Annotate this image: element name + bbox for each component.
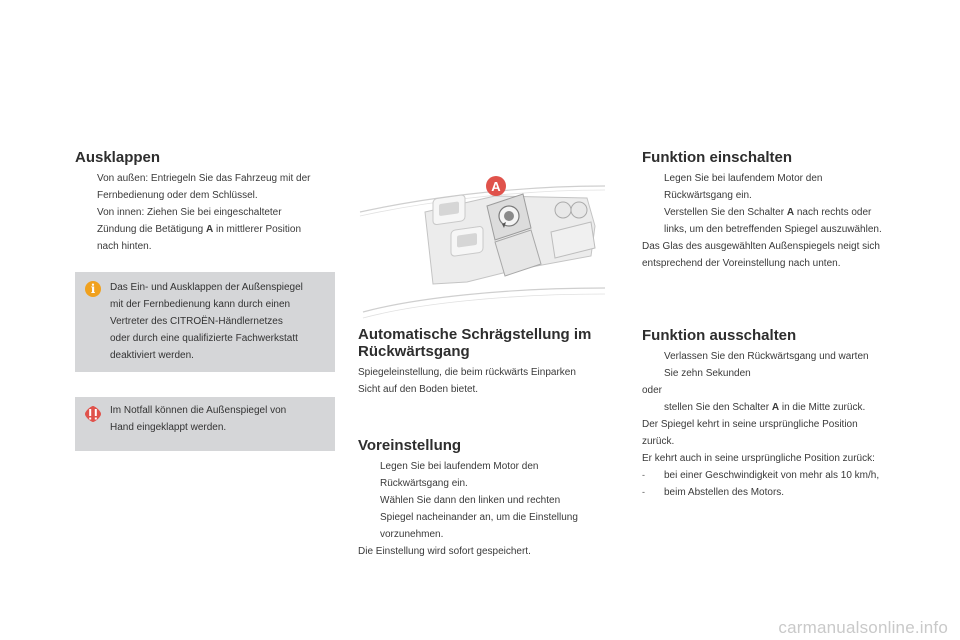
section-title-funktion-ausschalten: Funktion ausschalten xyxy=(642,327,797,344)
list-item-text: Spiegel nacheinander an, um die Einstellung xyxy=(380,512,578,523)
info-line: deaktiviert werden. xyxy=(110,350,194,361)
list-item xyxy=(642,204,907,238)
text-line: Sicht auf den Boden bietet. xyxy=(358,384,479,395)
section-title-funktion-einschalten: Funktion einschalten xyxy=(642,149,793,166)
section-title-automatische-schraegstellung: Automatische Schrägstellung im Rückwärtsgang xyxy=(358,326,592,360)
einschalten-footer xyxy=(642,238,907,272)
info-line: mit der Fernbedienung kann durch einen xyxy=(110,299,291,310)
list-item xyxy=(358,492,608,543)
list-item-text: vorzunehmen. xyxy=(380,529,444,540)
list-item xyxy=(642,348,907,382)
warning-line: Hand eingeklappt werden. xyxy=(110,422,227,433)
dash-item xyxy=(642,467,907,484)
list-item-text xyxy=(97,221,337,238)
voreinstellung-list xyxy=(358,458,608,560)
text-run: nach rechts oder xyxy=(794,207,872,218)
list-item-text: Sie zehn Sekunden xyxy=(664,368,751,379)
list-item-text: links, um den betreffenden Spiegel auszuwählen. xyxy=(664,224,882,235)
list-item-text: Von innen: Ziehen Sie bei eingeschalteter xyxy=(97,207,282,218)
control-label-a: A xyxy=(205,224,214,235)
warning-line: Im Notfall können die Außenspiegel von xyxy=(110,405,287,416)
control-label-a: A xyxy=(786,207,795,218)
section-title-voreinstellung: Voreinstellung xyxy=(358,437,462,454)
info-line: oder durch eine qualifizierte Fachwerkstatt xyxy=(110,333,298,344)
list-item-text: Fernbedienung oder dem Schlüssel. xyxy=(97,190,258,201)
text-line: zurück. xyxy=(642,436,675,447)
list-item-text: Rückwärtsgang ein. xyxy=(664,190,752,201)
text-run: in mittlerer Position xyxy=(213,224,302,235)
list-item xyxy=(642,399,907,416)
info-text xyxy=(110,279,303,364)
list-item-text xyxy=(664,204,907,221)
list-item-text: nach hinten. xyxy=(97,241,152,252)
list-item-text: Legen Sie bei laufendem Motor den xyxy=(664,173,823,184)
warning-icon xyxy=(84,405,102,423)
list-item-text: Wählen Sie dann den linken und rechten xyxy=(380,495,561,506)
ausschalten-text xyxy=(642,416,907,467)
list-item xyxy=(75,170,337,204)
list-item xyxy=(642,170,907,204)
list-item-text: Legen Sie bei laufendem Motor den xyxy=(380,461,539,472)
text-run: Verstellen Sie den Schalter xyxy=(664,207,787,218)
voreinstellung-footer: Die Einstellung wird sofort gespeichert. xyxy=(358,546,531,557)
control-label-a: A xyxy=(771,402,780,413)
text-line: Der Spiegel kehrt in seine ursprüngliche Position xyxy=(642,419,858,430)
text-line: Er kehrt auch in seine ursprüngliche Position zurück: xyxy=(642,453,875,464)
list-item xyxy=(358,458,608,492)
text-run: in die Mitte zurück. xyxy=(779,402,866,413)
callout-a-label: A xyxy=(491,179,501,194)
switch-diagram xyxy=(355,172,610,320)
section-title-ausklappen: Ausklappen xyxy=(75,149,161,166)
list-item-text: Rückwärtsgang ein. xyxy=(380,478,468,489)
info-icon: i xyxy=(85,281,101,297)
info-line: Das Ein- und Ausklappen der Außenspiegel xyxy=(110,282,303,293)
info-box xyxy=(75,272,335,372)
text-line: Spiegeleinstellung, die beim rückwärts Einparken xyxy=(358,367,576,378)
dash-item xyxy=(642,484,907,501)
text-line: entsprechend der Voreinstellung nach unten. xyxy=(642,258,841,269)
ausschalten-list xyxy=(642,348,907,501)
list-item xyxy=(75,204,337,255)
text-run: Zündung die Betätigung xyxy=(97,224,206,235)
dash-marker: - xyxy=(642,487,645,497)
list-item-text: Von außen: Entriegeln Sie das Fahrzeug mit der xyxy=(97,173,311,184)
text-run: stellen Sie den Schalter xyxy=(664,402,772,413)
info-line: Vertreter des CITROËN-Händlernetzes xyxy=(110,316,283,327)
list-item-text: Verlassen Sie den Rückwärtsgang und warten xyxy=(664,351,869,362)
dash-marker: - xyxy=(642,470,645,480)
dash-item-text: beim Abstellen des Motors. xyxy=(664,487,785,498)
oder-text: oder xyxy=(642,385,663,396)
einschalten-list xyxy=(642,170,907,272)
text-line: Das Glas des ausgewählten Außenspiegels neigt sich xyxy=(642,241,880,252)
mirror-switch-illustration xyxy=(355,172,610,320)
auto-description xyxy=(358,364,576,398)
ausklappen-list xyxy=(75,170,337,255)
warning-text xyxy=(110,402,286,436)
dash-item-text: bei einer Geschwindigkeit von mehr als 10 km/h, xyxy=(664,470,880,481)
list-item-text xyxy=(664,399,907,416)
warning-box xyxy=(75,397,335,451)
watermark: carmanualsonline.info xyxy=(778,618,948,637)
